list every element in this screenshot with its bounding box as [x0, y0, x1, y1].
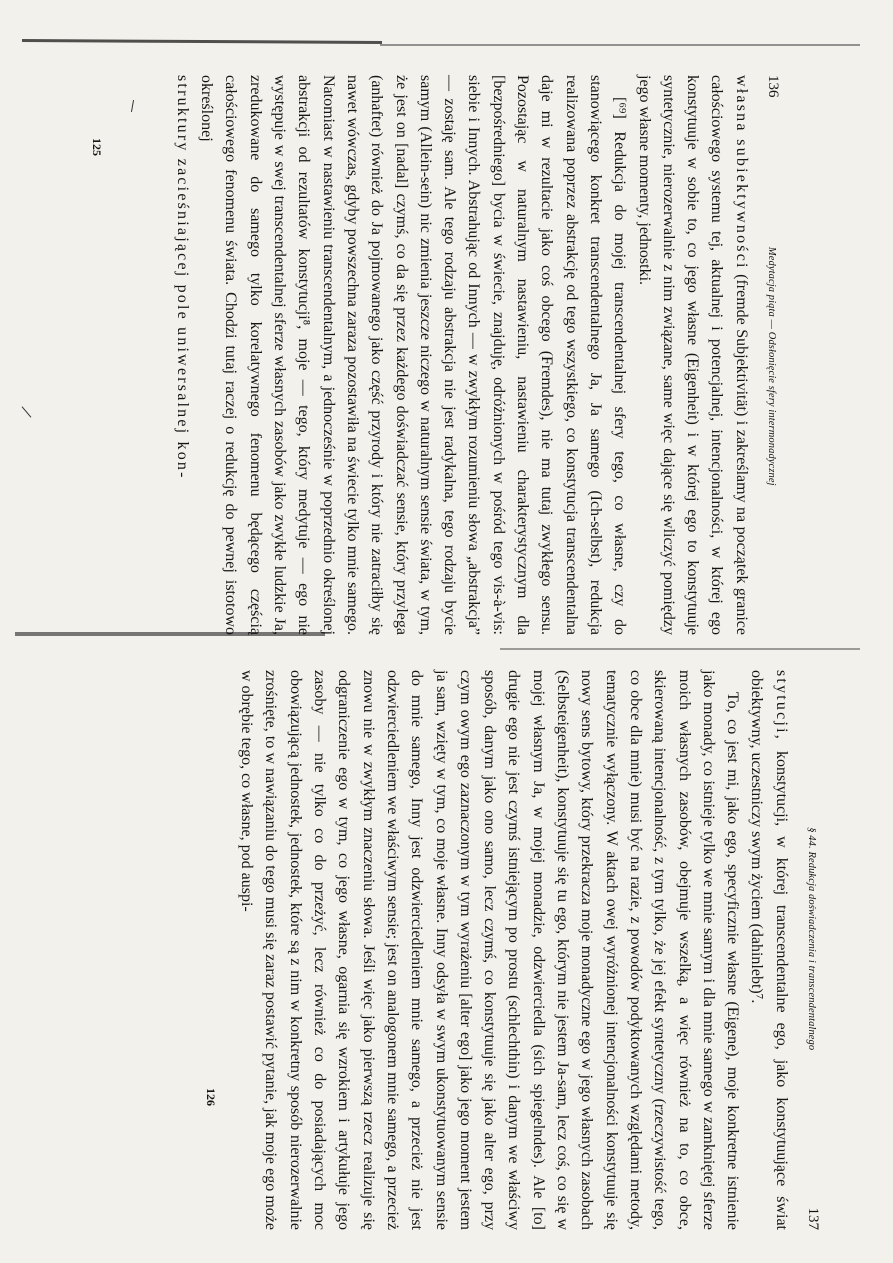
left-page [85, 75, 785, 635]
running-head [759, 75, 785, 635]
body-text [234, 670, 793, 1230]
paragraph: stytucji, konstytucji, w której transcendentalne ego, jako konstytuujące świat obiektywny, uczestniczy swym życiem (dahinlebt)⁷. [748, 670, 790, 1230]
paragraph: struktury zacieśniającej pole uniwersalnej kon- [173, 75, 191, 480]
margin-number: 125 [90, 138, 104, 156]
right-page [125, 670, 825, 1230]
running-title: § 44. Redukcja doświadczenia i transcendentalnego [806, 827, 817, 1051]
paragraph: [⁶⁹] Redukcja do mojej transcendentalnej sfery tego, co własne, czy do stanowiącego konkret transcendentalnego Ja, Ja samego (Ich-selbst), redukcja realizowana poprzez abstrakcję od tego wszystkiego, co konstytucja transcendentalna daje mi w rezultacie jako coś obcego (Fremdes), nie ma tutaj zwykłego sensu. Pozostając w naturalnym nastawieniu, nastawieniu charakterystycznym dla [bezpośredniego] bycia w świecie, znajduję, odróżnionych w pośród tego vis-à-vis: siebie i Innych. Abstrahując od Innych — w zwykłym rozumieniu słowa „abstrakcja” — zostaję sam. Ale tego rodzaju abstrakcja nie jest radykalna, tego rodzaju bycie samym (Allein-sein) nic zmienia jeszcze niczego w naturalnym sensie świata, w tym, że jest on [nadal] czymś, co da się przez każdego doświadczać sensie, który przylega (anhaftet) również do Ja pojmowanego jako część przyrody i który nie zatraciłby się nawet wówczas, gdyby powszechna zaraza pozostawiła na świecie tylko mnie samego. Natomiast w nastawieniu transcendentalnym, a jednocześnie w poprzednio określonej abstrakcji od rezultatów konstytucji⁸, moje — tego, który medytuje — ego nie występuje w swej transcendentalnej sferze własnych zasobów jako zwykłe ludzkie Ja, zredukowane do samego tylko korelatywnego fenomenu będącego częścią całościowego fenomenu świata. Chodzi tutaj raczej o redukcję do pewnej istotowo określonej [198, 75, 629, 635]
scan-shadow [22, 39, 382, 44]
running-head [799, 670, 825, 1230]
scan-shadow [500, 648, 860, 650]
scan-shadow [380, 44, 860, 46]
page-number: 136 [765, 75, 781, 98]
margin-number: 126 [204, 1088, 218, 1106]
running-title: Medytacja piąta — Odsłonięcie sfery intermonadycznej [766, 246, 777, 486]
body-text [170, 75, 753, 635]
pen-mark [22, 406, 32, 417]
page-number: 137 [805, 1207, 821, 1230]
paragraph: To, co jest mi, jako ego, specyficznie własne (Eigene), moje konkretne istnienie jako monady, co istnieje tylko we mnie samym i dla mnie samego w zamkniętej sferze moich własnych zasobów, obejmuje wszelką, a więc również na to, co obce, skierowaną intencjonalność, z tym tylko, że jej efekt syntetyczny (rzeczywistość tego, co obce dla mnie) musi być na razie, z powodów podyktowanych względami metody, tematycznie wyłączony. W aktach owej wyróżnionej intencjonalności konstytuuje się nowy sens bytowy, który przekracza moje monadyczne ego w jego własnych zasobach (Selbsteigenheit), konstytuuje się tu ego, którym nie jestem Ja-sam, lecz coś, co się w mojej własnym Ja, w mojej monadzie, odzwierciedla (sich spiegelndes). Ale [to] drugie ego nie jest czymś istniejącym po prostu (schlechthin) i danym we właściwy sposób, danym jako ono samo, lecz czymś, co konstytuuje się jako alter ego, przy czym owym ego zaznaczonym w tym wyrażeniu [alter ego] jako jego moment jestem ja sam, wzięty w tym, co moje własne. Inny odsyła w swym ukonstytuowanym sensie do mnie samego, Inny jest odzwierciedleniem mnie samego, a przecież nie jest odzwierciedleniem we właściwym sensie; jest on analogonem mnie samego, a przecież znowu nie w zwykłym znaczeniu słowa. Jeśli więc jako pierwszą rzecz realizuje się odgraniczenie ego w tym, co jego własne, ogarnia się wzrokiem i artykułuje jego zasoby — nie tylko co do przeżyć, lecz również co do posiadających moc obowiązującą jednostek, jednostek, które są z nim w konkretny sposób nierozerwalnie zrośnięte, to w nawiązaniu do tego musi się zaraz postawić pytanie, jak moje ego może w obrębie tego, co własne, pod auspi- [238, 670, 742, 1230]
paragraph: własna subiektywności (fremde Subjektivität) i zakreślamy na początek granice całościowego systemu tej, aktualnej i potencjalnej, intencjonalności, w której ego konstytuuje w sobie to, co jego własne (Eigenheit) i w której ego to konstytuuje syntetycznie, nierozerwalnie z nim związane, same więc dające się wliczyć pomiędzy jego własne momenty, jednostki. [635, 75, 750, 635]
